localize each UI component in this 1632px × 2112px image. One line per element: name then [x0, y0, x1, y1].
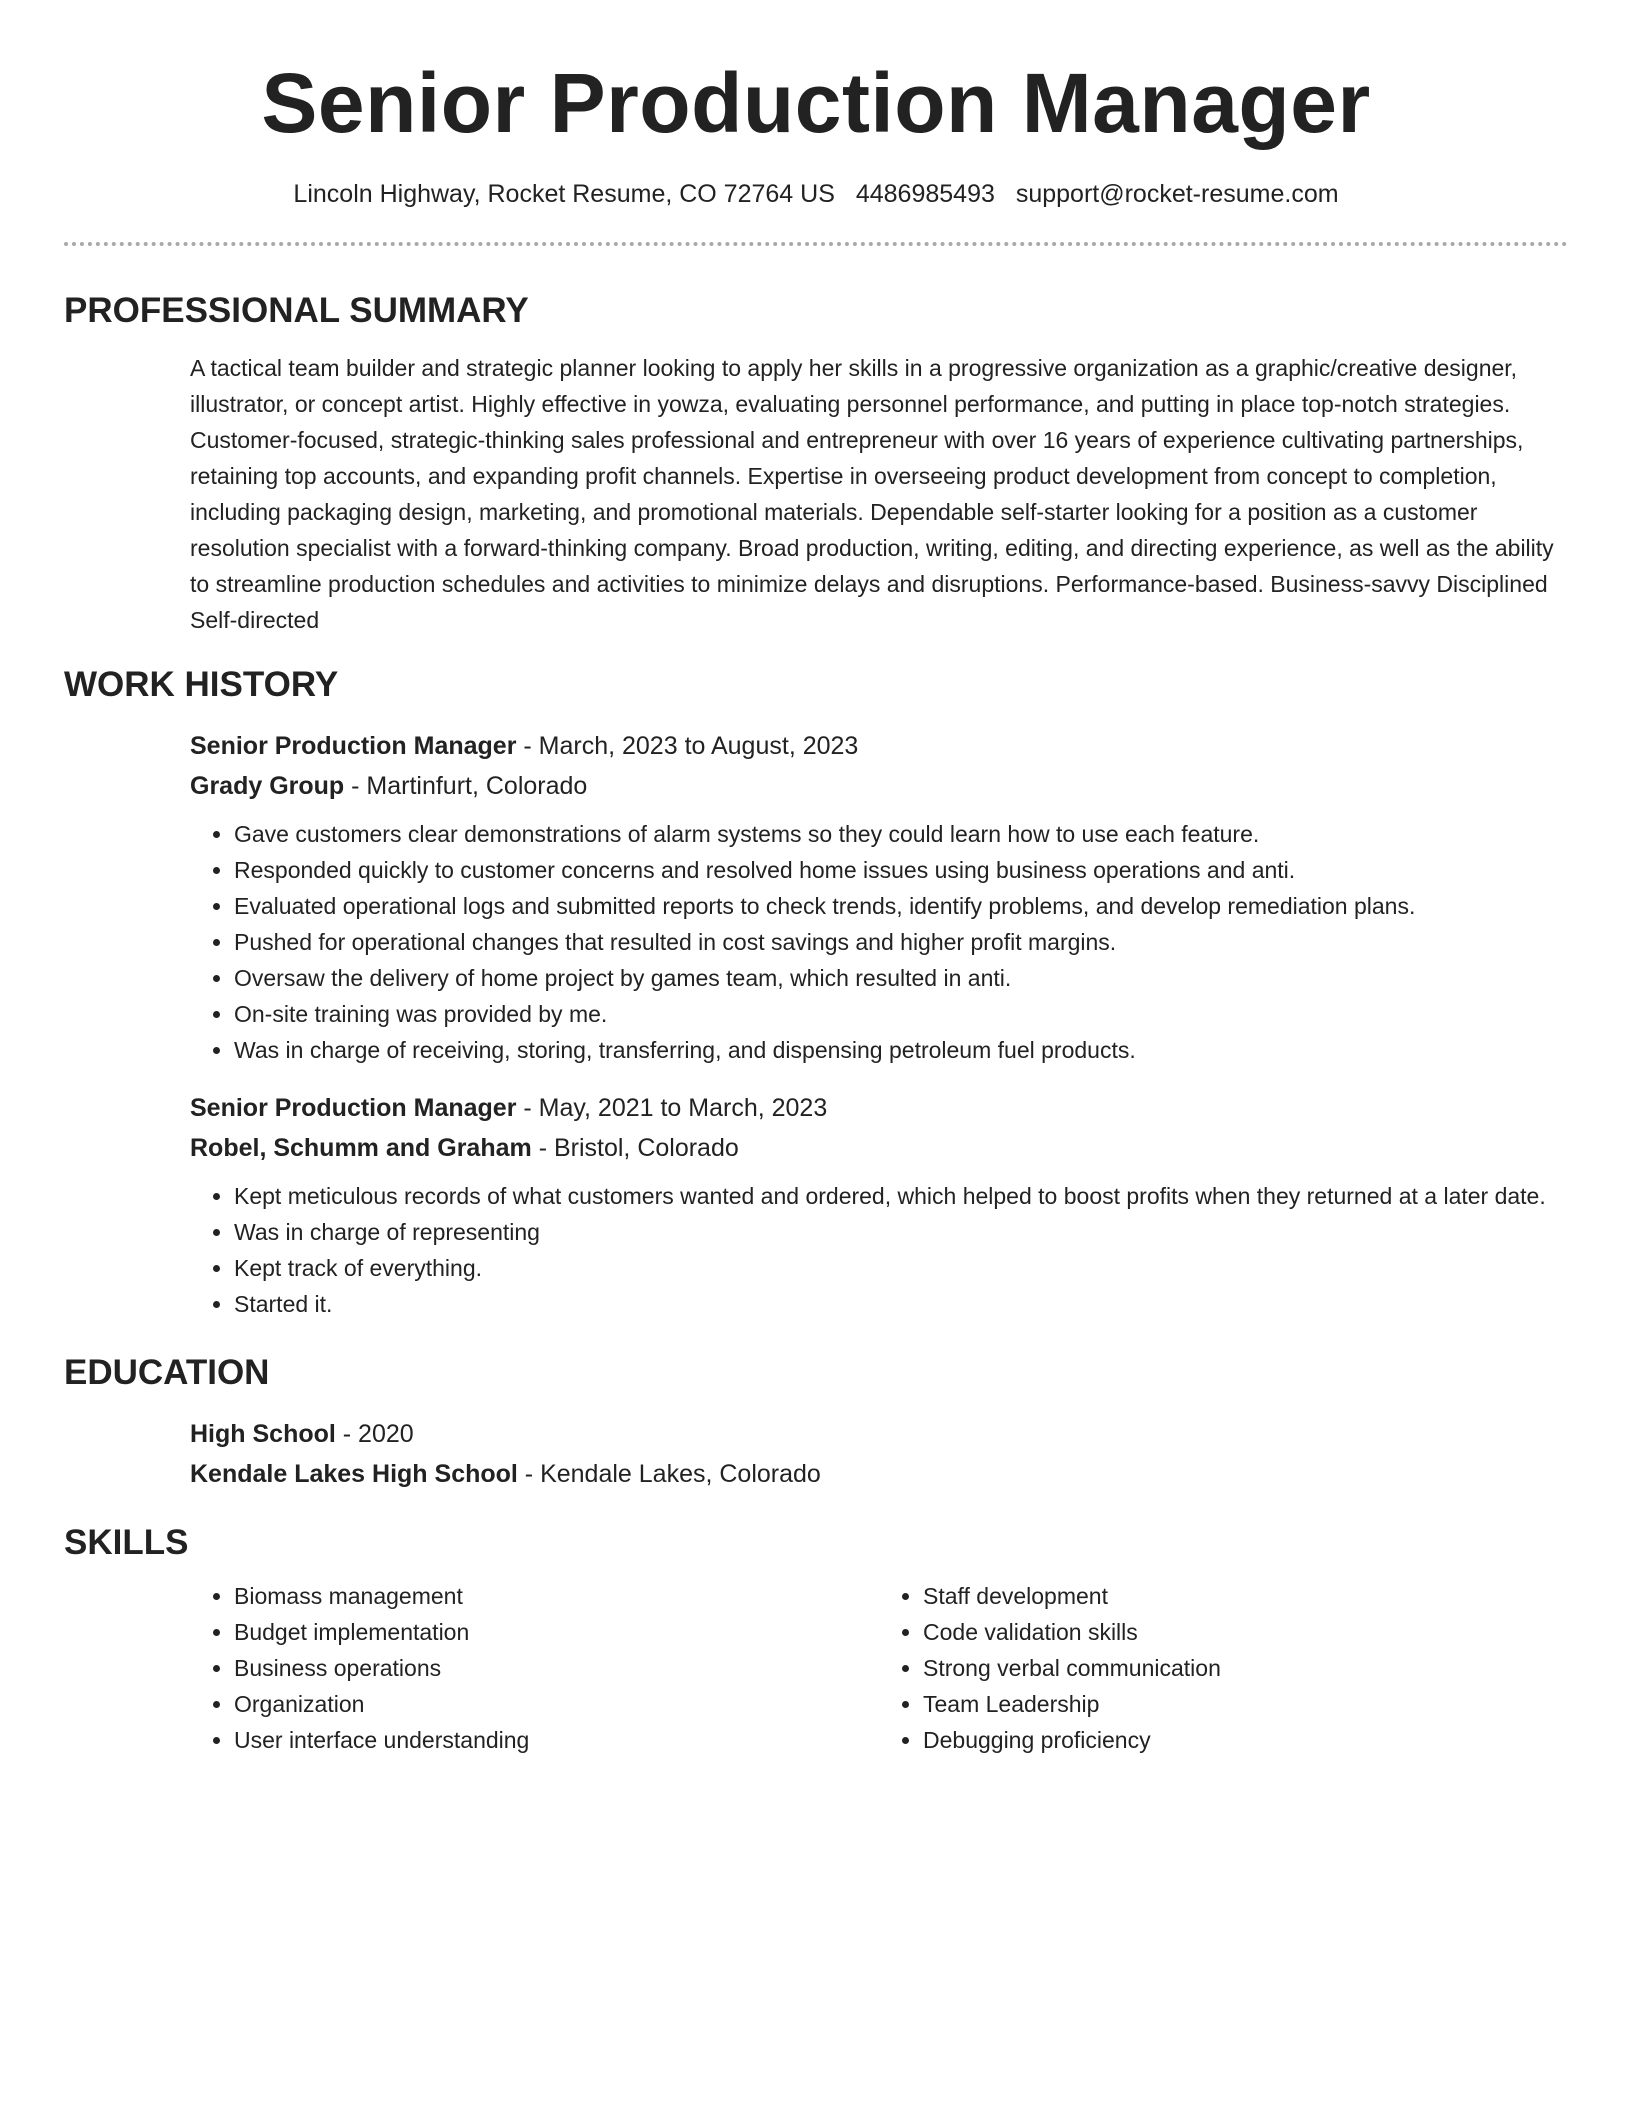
- job-role: Senior Production Manager: [190, 732, 517, 760]
- job-company-line: [190, 1128, 1568, 1168]
- skill-item: • Team Leadership: [923, 1686, 1568, 1722]
- skill-item: • Business operations: [234, 1650, 879, 1686]
- contact-email: support@rocket-resume.com: [1015, 180, 1339, 208]
- job-location: - Martinfurt, Colorado: [344, 772, 588, 800]
- education-entry: [190, 1414, 1568, 1494]
- contact-line: [64, 176, 1568, 212]
- job-role: Senior Production Manager: [190, 1094, 517, 1122]
- job-company: Robel, Schumm and Graham: [190, 1134, 532, 1162]
- job-bullet: • On-site training was provided by me.: [234, 996, 1568, 1032]
- skill-item: • Biomass management: [234, 1578, 879, 1614]
- skill-item: • User interface understanding: [234, 1722, 879, 1758]
- skill-item: • Organization: [234, 1686, 879, 1722]
- job-bullets: [190, 816, 1568, 1068]
- education-degree: High School: [190, 1420, 336, 1448]
- job-bullet: • Was in charge of representing: [234, 1214, 1568, 1250]
- job-bullet: • Kept meticulous records of what customers wanted and ordered, which helped to boost profits when they returned at a later date.: [234, 1178, 1568, 1214]
- job-entry: [190, 1088, 1568, 1322]
- header-divider: [64, 242, 1568, 246]
- job-title-line: [190, 726, 1568, 766]
- job-bullet: • Pushed for operational changes that resulted in cost savings and higher profit margins.: [234, 924, 1568, 960]
- job-title-line: [190, 1088, 1568, 1128]
- job-company: Grady Group: [190, 772, 345, 800]
- job-bullet: • Started it.: [234, 1286, 1568, 1322]
- job-bullet: • Kept track of everything.: [234, 1250, 1568, 1286]
- skills-list-left: [190, 1578, 879, 1758]
- work-history-heading: WORK HISTORY: [64, 665, 339, 704]
- skill-item: • Budget implementation: [234, 1614, 879, 1650]
- education-heading: EDUCATION: [64, 1353, 270, 1392]
- job-bullet: • Responded quickly to customer concerns and resolved home issues using business operations and anti.: [234, 852, 1568, 888]
- skill-item: • Debugging proficiency: [923, 1722, 1568, 1758]
- skill-item: • Staff development: [923, 1578, 1568, 1614]
- summary-heading: PROFESSIONAL SUMMARY: [64, 291, 529, 330]
- job-bullet: • Oversaw the delivery of home project by games team, which resulted in anti.: [234, 960, 1568, 996]
- job-company-line: [190, 766, 1568, 806]
- job-bullet: • Was in charge of receiving, storing, transferring, and dispensing petroleum fuel products.: [234, 1032, 1568, 1068]
- resume-name: Senior Production Manager: [261, 56, 1371, 150]
- job-dates: - March, 2023 to August, 2023: [516, 732, 859, 760]
- job-location: - Bristol, Colorado: [531, 1134, 739, 1162]
- skills-columns: [190, 1578, 1568, 1758]
- skill-item: • Strong verbal communication: [923, 1650, 1568, 1686]
- job-bullets: [190, 1178, 1568, 1322]
- job-bullet: • Evaluated operational logs and submitted reports to check trends, identify problems, and develop remediation plans.: [234, 888, 1568, 924]
- job-dates: - May, 2021 to March, 2023: [516, 1094, 828, 1122]
- education-school-line: [190, 1454, 1568, 1494]
- education-year: - 2020: [335, 1420, 414, 1448]
- summary-text: A tactical team builder and strategic planner looking to apply her skills in a progressive organization as a graphic/creative designer, illustrator, or concept artist. Highly effective in yowza, evaluating personnel performance, and putting in place top-notch strategies. Customer-focused, strategic-thinking sales professional and entrepreneur with over 16 years of experience cultivating partnerships, retaining top accounts, and expanding profit channels. Expertise in overseeing product development from concept to completion, including packaging design, marketing, and promotional materials. Dependable self-starter looking for a position as a customer resolution specialist with a forward-thinking company. Broad production, writing, editing, and directing experience, as well as the ability to streamline production schedules and activities to minimize delays and disruptions. Performance-based. Business-savvy Disciplined Self-directed: [190, 355, 1554, 633]
- skill-item: • Code validation skills: [923, 1614, 1568, 1650]
- skills-list-right: [879, 1578, 1568, 1758]
- skills-heading: SKILLS: [64, 1523, 189, 1562]
- contact-address: Lincoln Highway, Rocket Resume, CO 72764 US: [293, 180, 835, 208]
- education-school: Kendale Lakes High School: [190, 1460, 518, 1488]
- education-degree-line: [190, 1414, 1568, 1454]
- job-entry: [190, 726, 1568, 1068]
- education-location: - Kendale Lakes, Colorado: [517, 1460, 821, 1488]
- contact-phone: 4486985493: [855, 180, 995, 208]
- job-bullet: • Gave customers clear demonstrations of alarm systems so they could learn how to use each feature.: [234, 816, 1568, 852]
